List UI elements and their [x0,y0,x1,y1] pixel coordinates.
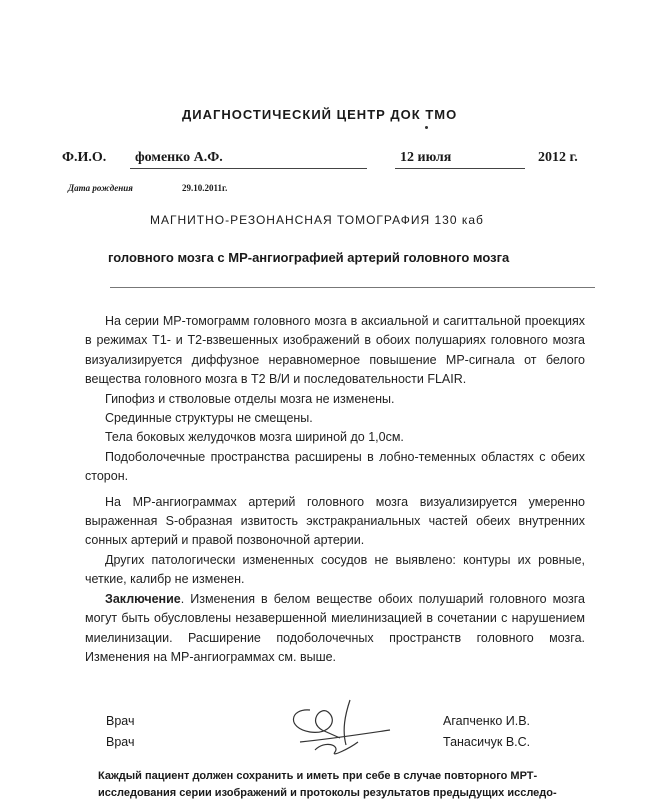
doctor-label: Врач [106,735,135,749]
signature-icon [280,690,430,760]
exam-date: 12 июля [400,150,452,165]
study-title: МАГНИТНО-РЕЗОНАНСНАЯ ТОМОГРАФИЯ 130 каб [150,213,484,227]
doctor-name: Агапченко И.В. [443,714,531,728]
conclusion-paragraph [85,590,585,668]
finding-paragraph: На МР-ангиограммах артерий головного мозга визуализируется умеренно выраженная S-образная извитость экстракраниальных частей обеих внутренних сонных артерий и правой позвоночной артерии. [85,494,585,548]
doctor-name: Танасичук В.С. [443,735,531,749]
findings-block [85,312,585,667]
conclusion-text: . Изменения в белом веществе обоих полушарий головного мозга могут быть обусловлены незавершенной миелинизацией в сочетании с нарушением миелинизации. Расширение подоболочечных пространств головного мозга. Изменения на МР-ангиограммах см. выше. [85,591,585,664]
dob-label: Дата рождения [68,183,133,193]
finding-paragraph: Срединные структуры не смещены. [105,411,313,426]
doctor-label: Врач [106,714,135,728]
date-underline [395,168,525,169]
center-name: ДИАГНОСТИЧЕСКИЙ ЦЕНТР ДОК ТМО [182,107,458,122]
finding-paragraph: Подоболочечные пространства расширены в лобно-теменных областях с обеих сторон. [85,449,585,484]
study-subtitle: головного мозга с МР-ангиографией артерий головного мозга [108,250,510,265]
patient-name: фоменко А.Ф. [135,150,223,165]
conclusion-label: Заключение [105,591,181,606]
fio-label: Ф.И.О. [62,150,107,165]
finding-paragraph: Других патологически измененных сосудов не выявлено: контуры их ровные, четкие, калибр не изменен. [85,552,585,587]
dob-value: 29.10.2011г. [182,183,228,193]
finding-paragraph: На серии МР-томограмм головного мозга в аксиальной и сагиттальной проекциях в режимах Т1- и Т2-взвешенных изображений в обоих полушариях головного мозга визуализируется диффузное неравномерное повышение МР-сигнала от белого вещества головного мозга в Т2 В/И и последовательности FLAIR. [85,314,585,387]
fio-underline [130,168,367,169]
footer-note: Каждый пациент должен сохранить и иметь при себе в случае повторного МРТ-исследования серии изображений и протоколы результатов предыдущих исследо- [98,770,557,799]
speck-mark [425,126,428,129]
finding-paragraph: Гипофиз и стволовые отделы мозга не изменены. [105,391,395,406]
divider [110,287,595,288]
finding-paragraph: Тела боковых желудочков мозга шириной до 1,0см. [105,430,404,445]
exam-year: 2012 г. [538,150,578,165]
